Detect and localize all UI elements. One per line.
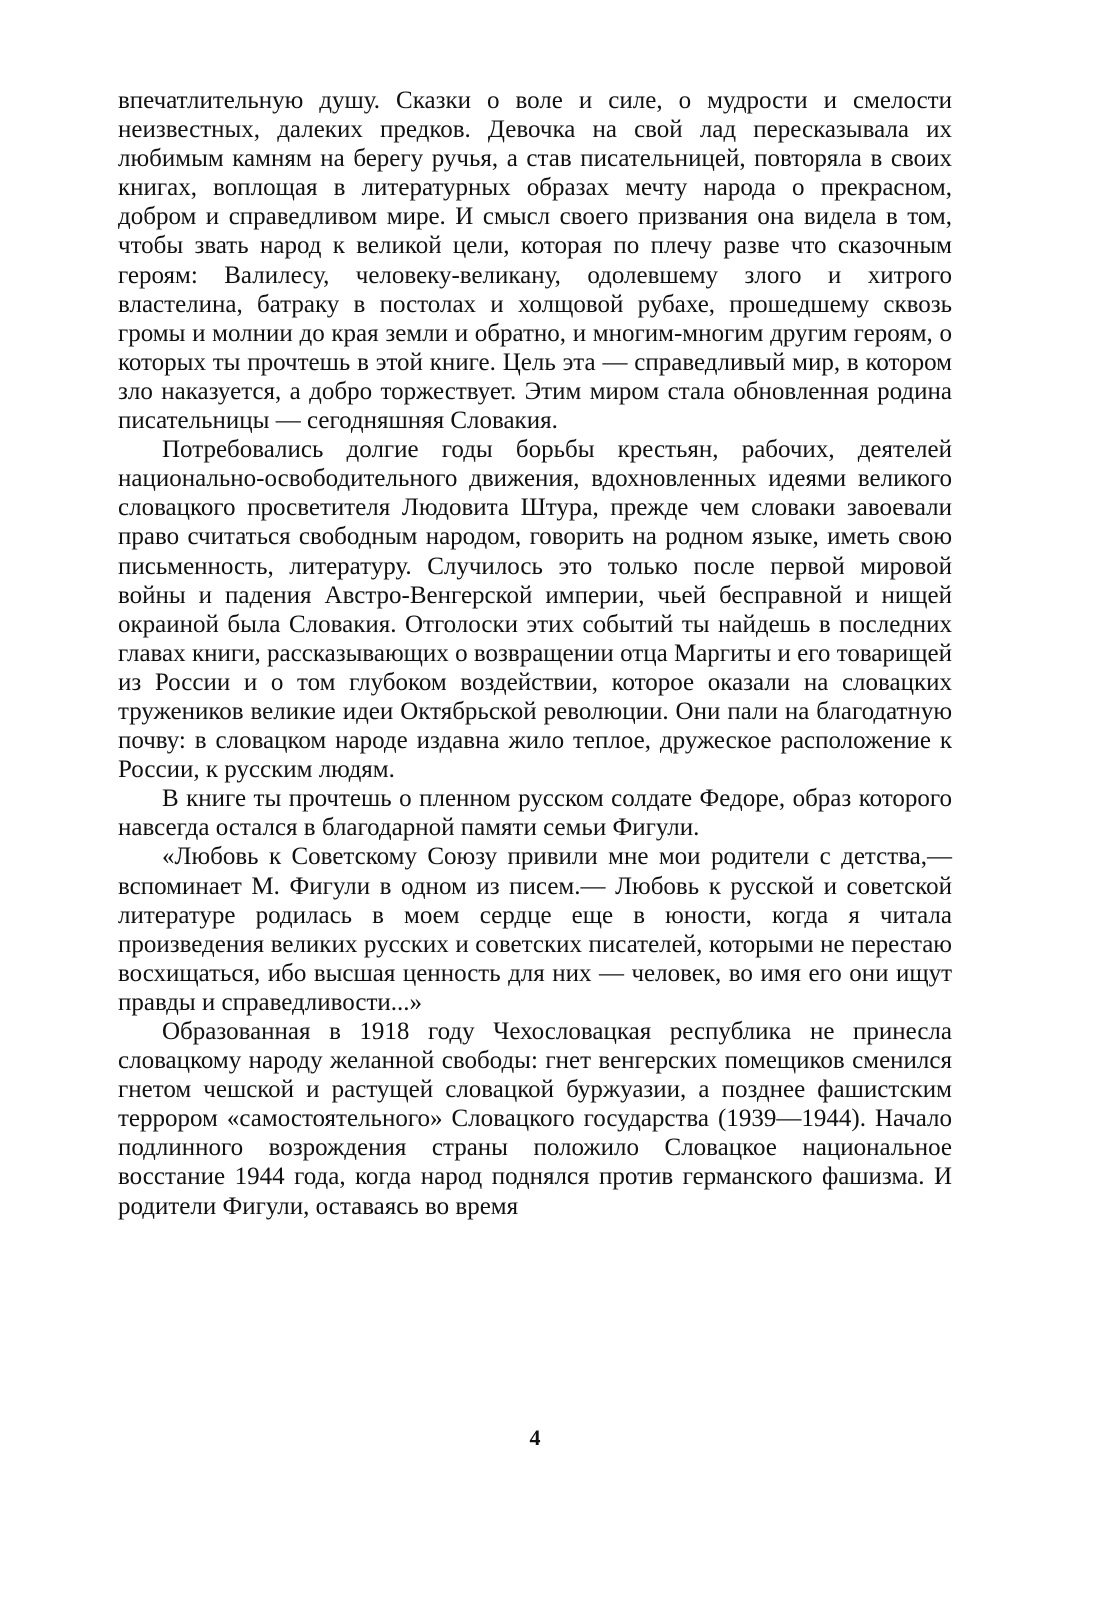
body-text bbox=[118, 86, 952, 1221]
paragraph-continuation: впечатлительную душу. Сказки о воле и силе, о мудрости и смелости неизвестных, далеких предков. Девочка на свой лад пересказывала их любимым камням на берегу ручья, а став писательницей, повторяла в своих книгах, воплощая в литературных образах мечту народа о прекрасном, добром и справедливом мире. И смысл своего призвания она видела в том, чтобы звать народ к великой цели, которая по плечу разве что сказочным героям: Валилесу, человеку-великану, одолевшему злого и хитрого властелина, батраку в постолах и холщовой рубахе, прошедшему сквозь громы и молнии до края земли и обратно, и многим-многим другим героям, о которых ты прочтешь в этой книге. Цель эта — справедливый мир, в котором зло наказуется, а добро торжествует. Этим миром стала обновленная родина писательницы — сегодняшняя Словакия. bbox=[118, 87, 952, 435]
paragraph-slovak-liberation: Потребовались долгие годы борьбы крестьян, рабочих, деятелей национально-освободительного движения, вдохновленных идеями великого словацкого просветителя Людовита Штура, прежде чем словаки завоевали право считаться свободным народом, говорить на родном языке, иметь свою письменность, литературу. Случилось это только после первой мировой войны и падения Австро-Венгерской империи, чьей бесправной и нищей окраиной была Словакия. Отголоски этих событий ты найдешь в последних главах книги, рассказывающих о возвращении отца Маргиты и его товарищей из России и о том глубоком воздействии, которое оказали на словацких тружеников великие идеи Октябрьской революции. Они пали на благодатную почву: в словацком народе издавна жило теплое, дружеское расположение к России, к русским людям. bbox=[118, 436, 952, 784]
paragraph-republic-1918: Образованная в 1918 году Чехословацкая республика не принесла словацкому народу желанной свободы: гнет венгерских помещиков сменился гнетом чешской и растущей словацкой буржуазии, а позднее фашистским террором «самостоятельного» Словацкого государства (1939—1944). Начало подлинного возрождения страны положило Словацкое национальное восстание 1944 года, когда народ поднялся против германского фашизма. И родители Фигули, оставаясь во время bbox=[118, 1018, 952, 1220]
page-number: 4 bbox=[529, 1425, 541, 1450]
paragraph-quote: «Любовь к Советскому Союзу привили мне мои родители с детства,— вспоминает М. Фигули в одном из писем.— Любовь к русской и советской литературе родилась в моем сердце еще в юности, когда я читала произведения великих русских и советских писателей, которыми не перестаю восхищаться, ибо высшая ценность для них — человек, во имя его они ищут правды и справедливости...» bbox=[118, 843, 952, 1016]
paragraph-russian-soldier: В книге ты прочтешь о пленном русском солдате Федоре, образ которого навсегда остался в благодарной памяти семьи Фигули. bbox=[118, 785, 952, 842]
